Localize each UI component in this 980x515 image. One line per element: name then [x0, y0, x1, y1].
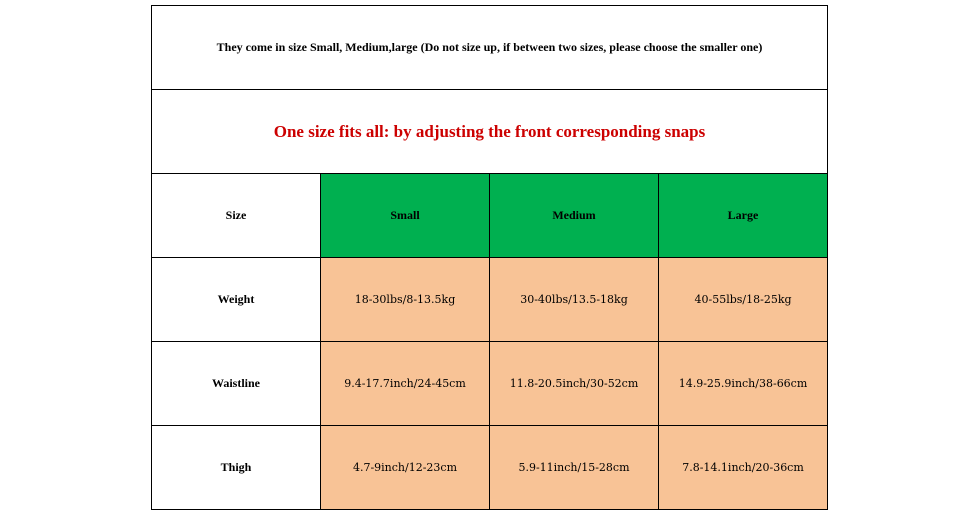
size-header-label: Size: [152, 174, 321, 258]
table-row-thigh: [152, 426, 828, 510]
table-row-weight: [152, 258, 828, 342]
size-header-small: Small: [321, 174, 490, 258]
weight-medium-cell: 30-40lbs/13.5-18kg: [490, 258, 659, 342]
waistline-large-cell: 14.9-25.9inch/38-66cm: [659, 342, 828, 426]
sizing-note: They come in size Small, Medium,large (Do not size up, if between two sizes, please choose the smaller one): [152, 6, 828, 90]
header-row: [152, 174, 828, 258]
waistline-small-cell: 9.4-17.7inch/24-45cm: [321, 342, 490, 426]
thigh-medium-cell: 5.9-11inch/15-28cm: [490, 426, 659, 510]
row-label-waistline: Waistline: [152, 342, 321, 426]
table-row-waistline: [152, 342, 828, 426]
size-header-medium: Medium: [490, 174, 659, 258]
waistline-medium-cell: 11.8-20.5inch/30-52cm: [490, 342, 659, 426]
thigh-small-cell: 4.7-9inch/12-23cm: [321, 426, 490, 510]
weight-small-cell: 18-30lbs/8-13.5kg: [321, 258, 490, 342]
headline-row: [152, 90, 828, 174]
row-label-thigh: Thigh: [152, 426, 321, 510]
weight-large-cell: 40-55lbs/18-25kg: [659, 258, 828, 342]
thigh-large-cell: 7.8-14.1inch/20-36cm: [659, 426, 828, 510]
row-label-weight: Weight: [152, 258, 321, 342]
size-header-large: Large: [659, 174, 828, 258]
one-size-headline: One size fits all: by adjusting the front corresponding snaps: [152, 90, 828, 174]
size-chart-table: [151, 5, 828, 510]
note-row: [152, 6, 828, 90]
